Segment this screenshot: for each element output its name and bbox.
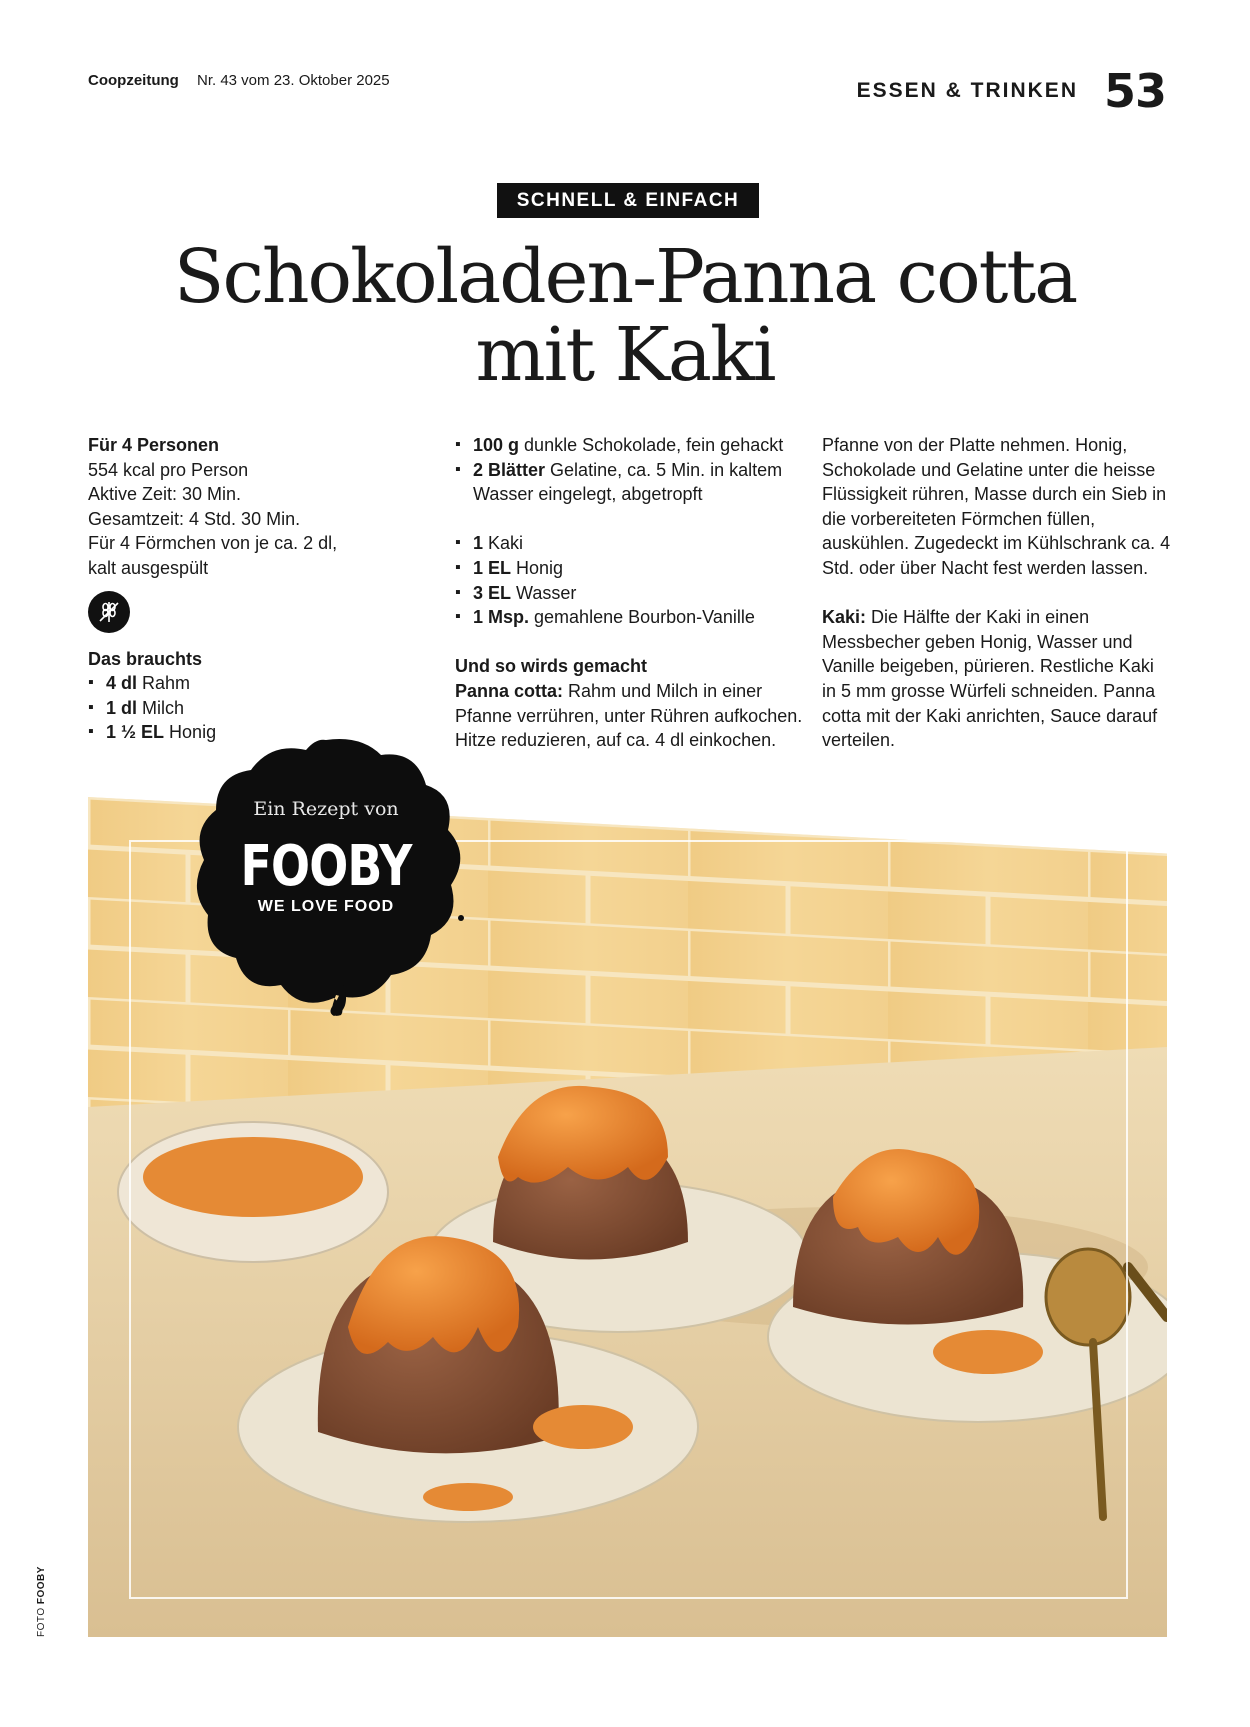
ingredient-item: ▪ 1 ½ EL Honig bbox=[88, 720, 418, 745]
active-time: Aktive Zeit: 30 Min. bbox=[88, 484, 242, 505]
calories: 554 kcal pro Person bbox=[88, 459, 249, 480]
molds-note: Für 4 Förmchen von je ca. 2 dl, bbox=[88, 533, 338, 554]
gluten-free-icon bbox=[88, 591, 130, 633]
ingredient-item: ▪ 4 dl Rahm bbox=[88, 671, 418, 696]
ingredient-item: ▪ 1 EL Honig bbox=[455, 556, 805, 581]
total-time: Gesamtzeit: 4 Std. 30 Min. bbox=[88, 508, 301, 529]
ingredient-item: ▪ 100 g dunkle Schokolade, fein gehackt bbox=[455, 433, 805, 458]
ingredients-column bbox=[455, 433, 805, 753]
badge-slogan: WE LOVE FOOD bbox=[257, 898, 395, 915]
spacer bbox=[822, 581, 1172, 606]
magazine-name: Coopzeitung bbox=[88, 72, 179, 89]
title-line-1: Schokoladen-Panna cotta bbox=[173, 234, 1077, 320]
ingredient-list-3 bbox=[455, 531, 805, 629]
ingredient-list-2 bbox=[455, 433, 805, 507]
ingredient-item: ▪ 3 EL Wasser bbox=[455, 581, 805, 606]
spacer bbox=[455, 507, 805, 532]
photo-credit: FOTO FOOBY bbox=[36, 1566, 47, 1637]
ingredients-heading: Das brauchts bbox=[88, 648, 203, 669]
category-tag: SCHNELL & EINFACH bbox=[497, 183, 759, 218]
recipe-title bbox=[0, 234, 1250, 398]
issue-info: Nr. 43 vom 23. Oktober 2025 bbox=[197, 72, 390, 89]
molds-note-cont: kalt ausgespült bbox=[88, 557, 209, 578]
method-step-1-cont: Pfanne von der Platte nehmen. Honig, Schokolade und Gelatine unter die heisse Flüssigkeit rühren, Masse durch ein Sieb in die vorbereiteten Förmchen füllen, auskühlen. Zugedeckt im Kühlschrank ca. 4 Std. oder über Nacht fest werden lassen. bbox=[822, 435, 1171, 578]
ingredient-item: ▪ 1 Kaki bbox=[455, 531, 805, 556]
method-heading: Und so wirds gemacht bbox=[455, 656, 648, 677]
method-column bbox=[822, 433, 1172, 753]
ingredient-item: ▪ 2 Blätter Gelatine, ca. 5 Min. in kaltem Wasser eingelegt, abgetropft bbox=[455, 458, 805, 507]
info-column bbox=[88, 433, 418, 745]
method-step-1: Panna cotta: Rahm und Milch in einer Pfanne verrühren, unter Rühren aufkochen. Hitze reduzieren, auf ca. 4 dl einkochen. bbox=[455, 680, 803, 751]
servings: Für 4 Personen bbox=[88, 435, 220, 455]
ingredient-item: ▪ 1 Msp. gemahlene Bourbon-Vanille bbox=[455, 605, 805, 630]
badge-intro: Ein Rezept von bbox=[253, 798, 399, 820]
page-header-right bbox=[856, 64, 1166, 118]
title-line-2: mit Kaki bbox=[475, 312, 775, 398]
ingredient-item: ▪ 1 dl Milch bbox=[88, 696, 418, 721]
fooby-logo: FOOBY bbox=[240, 834, 412, 899]
page-number: 53 bbox=[1103, 64, 1166, 118]
page-header-left bbox=[88, 72, 390, 89]
section-label: ESSEN & TRINKEN bbox=[856, 79, 1078, 102]
fooby-badge bbox=[186, 730, 466, 1020]
spacer bbox=[455, 630, 805, 655]
method-step-2: Kaki: Die Hälfte der Kaki in einen Messbecher geben Honig, Wasser und Vanille beigeben, pürieren. Restliche Kaki in 5 mm grosse Würfeli schneiden. Panna cotta mit der Kaki anrichten, Sauce darauf verteilen. bbox=[822, 607, 1158, 751]
